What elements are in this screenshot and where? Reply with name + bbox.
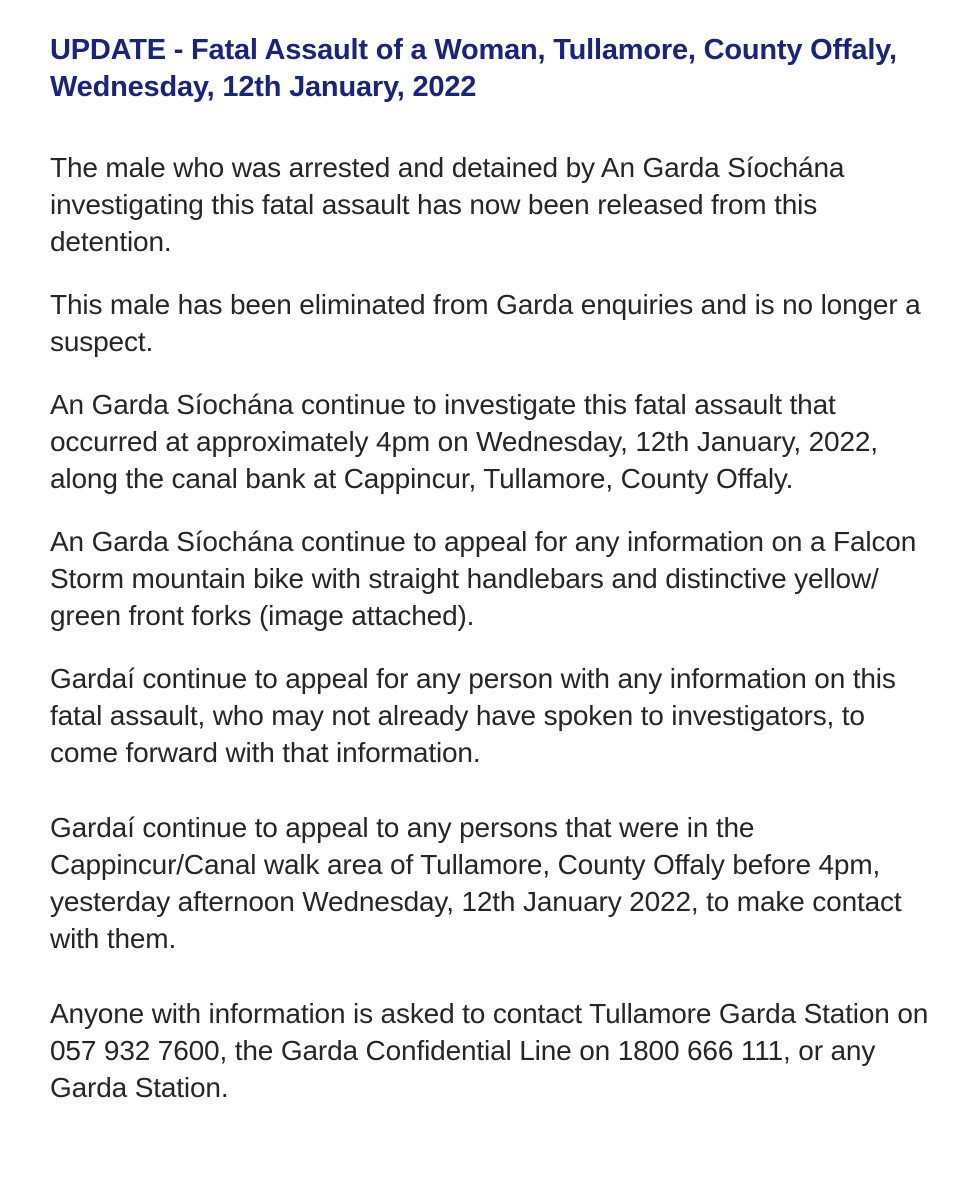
paragraph-contact-info: Anyone with information is asked to contact Tullamore Garda Station on 057 932 7600, the Garda Confidential Line on 1800 666 111, or any Garda Station. bbox=[50, 998, 929, 1103]
paragraph-area-appeal: Gardaí continue to appeal to any persons that were in the Cappincur/Canal walk area of Tullamore, County Offaly before 4pm, yesterday afternoon Wednesday, 12th January 2022, to make contact with them. bbox=[50, 812, 902, 954]
paragraph-release-update: The male who was arrested and detained by An Garda Síochána investigating this fatal assault has now been released from this detention. bbox=[50, 152, 845, 257]
paragraph-bike-appeal: An Garda Síochána continue to appeal for any information on a Falcon Storm mountain bike with straight handlebars and distinctive yellow/ green front forks (image attached). bbox=[50, 526, 917, 631]
page-title: UPDATE - Fatal Assault of a Woman, Tullamore, County Offaly, Wednesday, 12th January, 2022 bbox=[50, 34, 897, 103]
paragraph-investigation: An Garda Síochána continue to investigate this fatal assault that occurred at approximately 4pm on Wednesday, 12th January, 2022, along the canal bank at Cappincur, Tullamore, County Offaly. bbox=[50, 389, 878, 494]
paragraph-not-suspect: This male has been eliminated from Garda enquiries and is no longer a suspect. bbox=[50, 289, 921, 357]
paragraph-witness-appeal: Gardaí continue to appeal for any person with any information on this fatal assault, who may not already have spoken to investigators, to come forward with that information. bbox=[50, 663, 896, 768]
press-release bbox=[50, 32, 930, 1106]
